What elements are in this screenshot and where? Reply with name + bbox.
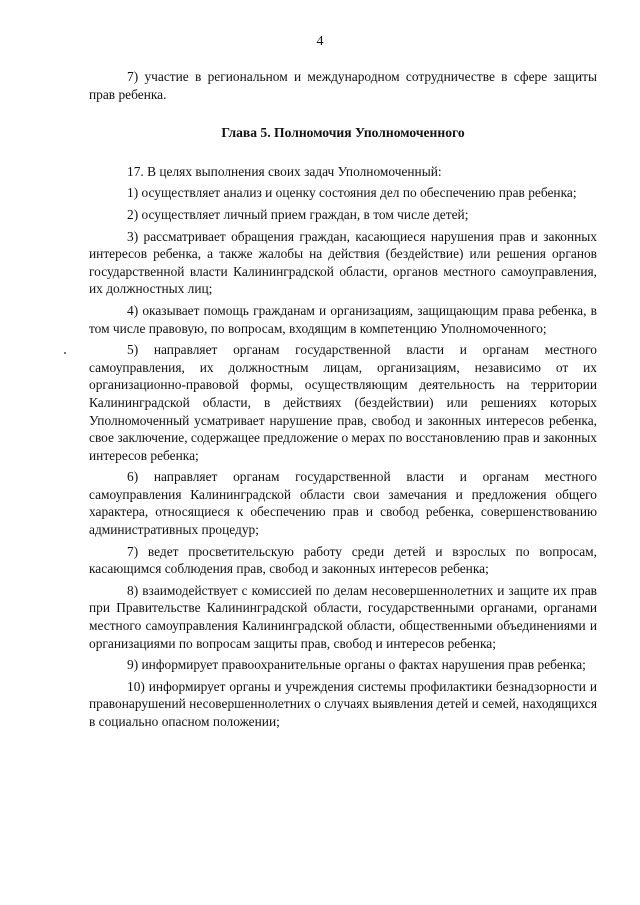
- document-body: [89, 68, 597, 731]
- margin-mark: [64, 352, 66, 354]
- intro-item: 7) участие в региональном и международном сотрудничестве в сфере защиты прав ребенка.: [89, 69, 597, 102]
- page-number: 4: [316, 34, 324, 49]
- list-item-6: 6) направляет органам государственной власти и органам местного самоуправления Калининградской области свои замечания и предложения общего характера, относящиеся к обеспечению прав и свобод ребенка, совершенствованию административных процедур;: [89, 469, 597, 538]
- list-item-10: 10) информирует органы и учреждения системы профилактики безнадзорности и правонарушений несовершеннолетних о случаях выявления детей и семей, находящихся в социально опасном положении;: [89, 678, 597, 729]
- list-item-8: 8) взаимодействует с комиссией по делам несовершеннолетних и защите их прав при Правительстве Калининградской области, государственными органами, органами местного самоуправления Калининградской области, общественными объединениями и организациями по вопросам защиты прав, свобод и интересов ребенка;: [89, 582, 597, 651]
- list-item-3: 3) рассматривает обращения граждан, касающиеся нарушения прав и законных интересов ребенка, а также жалобы на действия (бездействие) или решения органов государственной власти Калининградской области, органов местного самоуправления, их должностных лиц;: [89, 228, 597, 297]
- list-item-9: 9) информирует правоохранительные органы о фактах нарушения прав ребенка;: [127, 657, 586, 673]
- list-item-7: 7) ведет просветительскую работу среди детей и взрослых по вопросам, касающимся соблюдения прав, свобод и законных интересов ребенка;: [89, 543, 597, 577]
- list-item-2: 2) осуществляет личный прием граждан, в том числе детей;: [127, 206, 469, 222]
- chapter-heading: Глава 5. Полномочия Уполномоченного: [221, 125, 465, 141]
- list-item-5: 5) направляет органам государственной власти и органам местного самоуправления, их должностным лицам, организациям, независимо от их организационно-правовой формы, осуществляющим деятельность на территории Калининградской области, в действиях (бездействии) или решениях которых Уполномоченный усматривает нарушение прав, свобод и законных интересов ребенка, свое заключение, содержащее предложение о мерах по восстановлению прав и законных интересов ребенка;: [89, 342, 597, 463]
- section-intro: 17. В целях выполнения своих задач Уполномоченный:: [127, 163, 442, 179]
- list-item-1: 1) осуществляет анализ и оценку состояния дел по обеспечению прав ребенка;: [127, 185, 577, 201]
- list-item-4: 4) оказывает помощь гражданам и организациям, защищающим права ребенка, в том числе правовую, по вопросам, входящим в компетенцию Уполномоченного;: [89, 302, 597, 336]
